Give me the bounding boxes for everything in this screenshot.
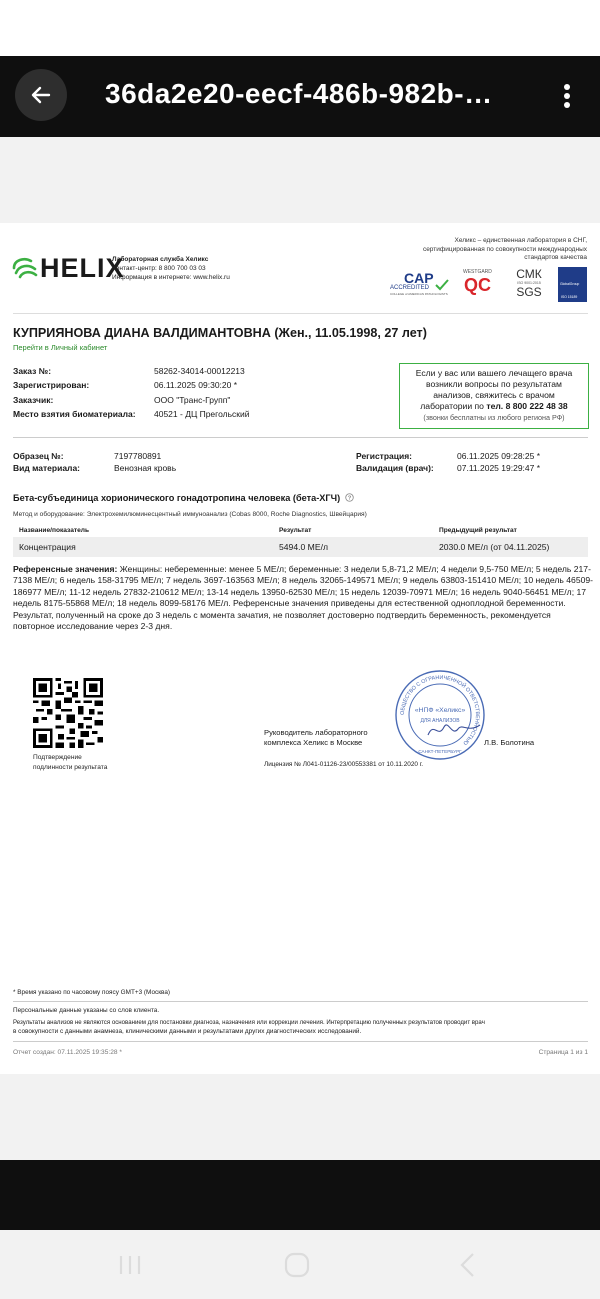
stamp-city-text: САНКТ-ПЕТЕРБУРГ — [418, 749, 462, 754]
back-button[interactable] — [15, 69, 67, 121]
bottom-toolbar — [0, 1160, 600, 1230]
test-method: Метод и оборудование: Электрохемилюминесцентный иммуноанализ (Cobas 8000, Roche Diagnostics, Швейцария) — [13, 511, 367, 518]
column-header-name: Название/показатель — [19, 527, 90, 534]
material-label: Вид материала: — [13, 463, 81, 473]
registration-value: 06.11.2025 09:28:25 * — [457, 451, 541, 461]
footer-divider — [13, 1001, 588, 1002]
sampling-place-label: Место взятия биоматериала: — [13, 409, 136, 419]
sample-number-label: Образец №: — [13, 451, 64, 461]
registered-label: Зарегистрирован: — [13, 380, 90, 390]
qr-code-icon[interactable] — [33, 678, 103, 748]
report-created: Отчет создан: 07.11.2025 19:35:28 * — [13, 1049, 122, 1056]
qr-caption-line: подлинности результата — [33, 763, 108, 771]
order-number-label: Заказ №: — [13, 366, 52, 376]
test-title-text: Бета-субъединица хорионического гонадотропина человека (бета-ХГЧ) — [13, 493, 341, 503]
personal-data-note: Персональные данные указаны со слов клиента. — [13, 1007, 160, 1014]
cert-note-line: Хеликс – единственная лаборатория в СНГ, — [454, 237, 587, 244]
order-number-value: 58262-34014-00012213 — [154, 366, 245, 376]
timezone-note: * Время указано по часовому поясу GMT+3 (Москва) — [13, 989, 171, 996]
westgard-text: WESTGARD — [463, 269, 492, 275]
westgard-qc-logo — [463, 269, 499, 297]
stamp-center-text: «НПФ «Хеликс» — [414, 707, 466, 714]
column-header-previous: Предыдущий результат — [439, 527, 517, 534]
cap-logo-small: COLLEGE of AMERICAN PATHOLOGISTS — [390, 292, 448, 296]
lab-website: Информация в интернете: www.helix.ru — [112, 274, 230, 281]
reference-text: Женщины: небеременные: менее 5 МЕ/л; беременные: 3 недели 5,8-71,2 МЕ/л; 4 недели 9,5-750 МЕ/л; 5 недель 217-7138 МЕ/л; 6 недель 158-31795 МЕ/л; 7 недель 3697-163563 МЕ/л; 8 недель 32065-149571 МЕ/л; 9 недель 63803-151410 МЕ/л; 10 недель 46509-186977 МЕ/л; 11-12 недель 27832-210612 МЕ/л; 13-14 недель 13950-62530 МЕ/л; 15 недель 12039-70971 МЕ/л; 16 недель 9040-56451 МЕ/л; 17 недель 8175-55868 МЕ/л; 18 недель 8099-58176 МЕ/л. Референсные значения приведены для естественной одноплодной беременности. Результат, полученный на сроке до 3 недель с момента зачатия, не позволяет достоверно подтвердить беременность, рекомендуется повторное исследование через 2-3 дня. — [13, 564, 594, 632]
contact-line: анализов, свяжитесь с врачом — [433, 390, 555, 400]
lab-report-page[interactable] — [0, 223, 600, 1074]
helix-logo-text: HELIX — [40, 253, 125, 283]
viewer-background — [0, 137, 600, 223]
personal-cabinet-link[interactable]: Перейти в Личный кабинет — [13, 343, 108, 352]
lab-contact-center: Контакт-центр: 8 800 700 03 03 — [112, 265, 206, 272]
doctor-contact-box — [399, 363, 589, 429]
registration-label: Регистрация: — [356, 451, 413, 461]
header-divider — [13, 313, 588, 314]
lab-head-name: Л.В. Болотина — [484, 738, 535, 747]
recent-apps-icon — [117, 1252, 143, 1278]
system-navigation-bar — [0, 1230, 600, 1299]
helix-logo-icon — [11, 255, 39, 281]
material-value: Венозная кровь — [114, 463, 177, 473]
test-title — [13, 493, 354, 503]
qr-caption — [33, 753, 107, 772]
qc-text: QC — [464, 275, 491, 295]
document-title: 36da2e20-eecf-486b-982b-… — [105, 78, 493, 109]
disclaimer-line-1: Результаты анализов не являются основанием для постановки диагноза, назначения или коррекции лечения. Интерпретацию полученных результатов проводит врач — [13, 1019, 485, 1026]
sampling-place-value: 40521 - ДЦ Прегольский — [154, 409, 250, 419]
qr-caption-line: Подтверждение — [33, 754, 82, 761]
iso-15189-text: ISO 15189 — [561, 295, 578, 299]
cmk-text: СМК — [516, 267, 542, 281]
cap-logo-sub: ACCREDITED — [390, 285, 430, 291]
lab-head-line: комплекса Хеликс в Москве — [264, 738, 363, 747]
contact-phone[interactable]: тел. 8 800 222 48 38 — [486, 401, 568, 411]
signature-icon — [424, 715, 484, 743]
top-app-bar — [0, 56, 600, 137]
reference-label: Референсные значения: — [13, 564, 118, 574]
lab-head-title — [264, 728, 368, 748]
iso-15189-badge — [558, 267, 587, 302]
more-menu-button[interactable] — [552, 76, 582, 116]
checkmark-icon — [435, 279, 449, 291]
sgs-text: SGS — [516, 285, 542, 299]
reference-values — [13, 564, 593, 632]
home-button[interactable] — [277, 1248, 317, 1282]
column-header-result: Результат — [279, 527, 312, 534]
svg-text:?: ? — [347, 495, 351, 502]
registered-value: 06.11.2025 09:30:20 * — [154, 380, 238, 390]
cert-note-line: стандартов качества — [524, 254, 587, 261]
arrow-left-icon — [29, 83, 53, 107]
row-previous: 2030.0 МЕ/л (от 04.11.2025) — [439, 542, 550, 552]
more-vertical-icon — [563, 83, 571, 109]
cert-note-line: сертифицированная по совокупности международных — [422, 245, 587, 253]
cap-accredited-logo — [389, 270, 451, 298]
row-result: 5494.0 МЕ/л — [279, 542, 328, 552]
contact-free-call-note: (звонки бесплатны из любого региона РФ) — [423, 413, 565, 422]
order-divider — [13, 437, 588, 438]
contact-line: возникли вопросы по результатам — [426, 379, 562, 389]
stamp-sub-text: ДЛЯ АНАЛИЗОВ — [420, 718, 460, 724]
lab-contacts — [112, 255, 230, 282]
contact-line: Если у вас или вашего лечащего врача — [415, 368, 573, 378]
iso-text: ISO 9001:2015 — [517, 281, 541, 285]
customer-value: ООО "Транс-Групп" — [154, 395, 231, 405]
cap-logo-text: CAP — [404, 270, 434, 286]
status-bar — [0, 0, 600, 56]
lab-head-line: Руководитель лабораторного — [264, 728, 368, 737]
stamp-ring-text: ОБЩЕСТВО С ОГРАНИЧЕННОЙ ОТВЕТСТВЕННОСТЬЮ — [399, 674, 481, 746]
home-icon — [283, 1251, 311, 1279]
recent-apps-button[interactable] — [110, 1248, 150, 1282]
row-name: Концентрация — [19, 542, 76, 552]
validation-value: 07.11.2025 19:29:47 * — [457, 463, 541, 473]
certification-note — [423, 237, 587, 263]
sample-number-value: 7197780891 — [114, 451, 162, 461]
contact-phone-prefix: лаборатории по — [420, 401, 487, 411]
footer-divider-2 — [13, 1041, 588, 1042]
back-chevron-icon — [456, 1251, 478, 1279]
lab-service-name: Лабораторная служба Хеликс — [112, 256, 209, 263]
question-circle-icon[interactable] — [345, 493, 354, 502]
viewer-background-bottom — [0, 1074, 600, 1160]
license-number: Лицензия № Л041-01126-23/00553381 от 10.11.2020 г. — [264, 761, 424, 768]
page-counter: Страница 1 из 1 — [538, 1049, 588, 1056]
system-back-button[interactable] — [447, 1248, 487, 1282]
contact-phone-line — [400, 401, 588, 412]
validation-label: Валидация (врач): — [356, 463, 434, 473]
patient-name: КУПРИЯНОВА ДИАНА ВАЛДИМАНТОВНА (Жен., 11.05.1998, 27 лет) — [13, 326, 427, 340]
customer-label: Заказчик: — [13, 395, 54, 405]
disclaimer-line-2: в совокупности с данными анамнеза, клиническими данными и результатами других диагностических исследований. — [13, 1028, 362, 1035]
global-group-text: GlobalGroup — [560, 282, 580, 286]
sgs-cmk-logo — [514, 267, 544, 303]
